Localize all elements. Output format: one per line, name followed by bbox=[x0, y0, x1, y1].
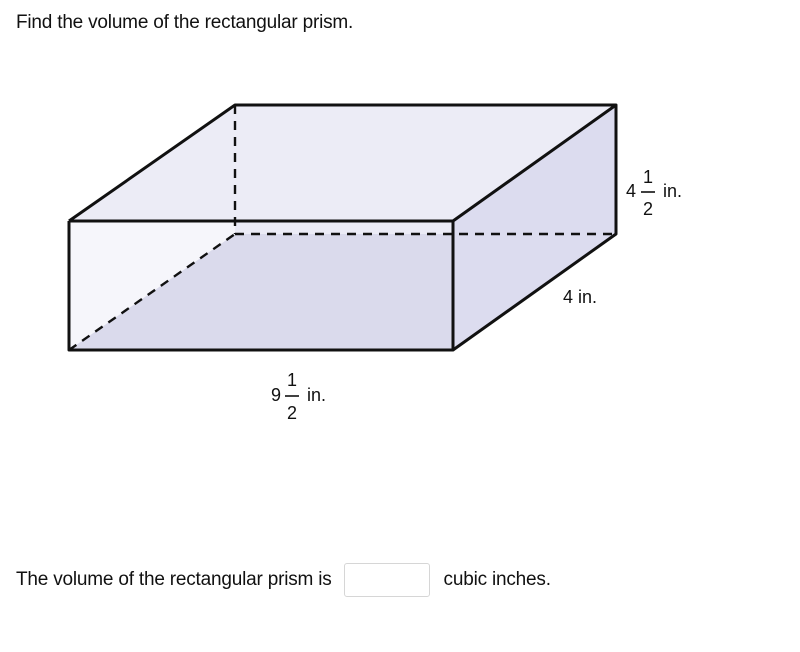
height-label-whole: 4 bbox=[626, 181, 637, 201]
depth-label: 4 in. bbox=[563, 287, 598, 307]
length-label-whole: 9 bbox=[271, 385, 282, 405]
answer-sentence bbox=[16, 560, 551, 600]
volume-answer-input[interactable] bbox=[344, 563, 430, 597]
length-label-numerator: 1 bbox=[287, 370, 298, 390]
height-label bbox=[626, 167, 682, 219]
height-label-unit: in. bbox=[663, 181, 683, 201]
answer-suffix: cubic inches. bbox=[443, 569, 551, 590]
front-face bbox=[69, 221, 453, 350]
height-label-denominator: 2 bbox=[643, 199, 654, 219]
length-label-unit: in. bbox=[307, 385, 327, 405]
length-label bbox=[271, 370, 326, 423]
height-label-numerator: 1 bbox=[643, 167, 654, 187]
answer-prefix: The volume of the rectangular prism is bbox=[16, 569, 332, 590]
length-label-denominator: 2 bbox=[287, 403, 298, 423]
question-text: Find the volume of the rectangular prism. bbox=[16, 12, 354, 33]
